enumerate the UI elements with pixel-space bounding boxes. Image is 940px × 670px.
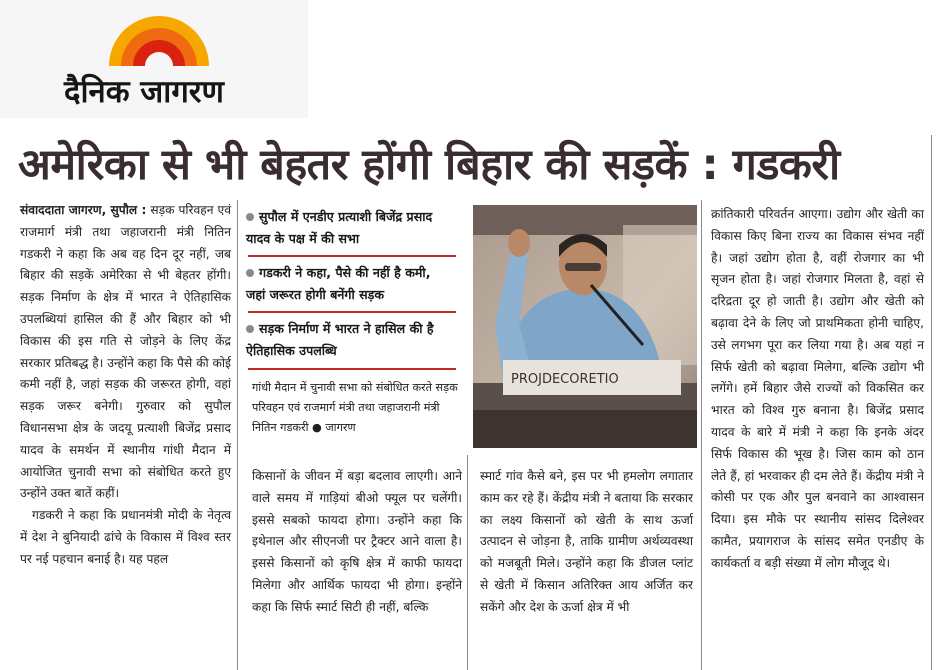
separator-line	[248, 311, 456, 313]
column-divider	[701, 200, 702, 670]
highlight-item: सड़क निर्माण में भारत ने हासिल की है ऐतिहासिक उपलब्धि	[246, 321, 434, 358]
speaker-photo-illustration	[473, 205, 697, 448]
article-paragraph: क्रांतिकारी परिवर्तन आएगा। उद्योग और खेती का विकास किए बिना राज्य का विकास संभव नहीं है। जहां उद्योग होता है, वहीं रोजगार का भी सृजन होता है। जहां रोजगार मिलता है, वहां से दरिद्रता दूर हो जाती है। उद्योग और खेती को बढ़ावा देने के लिए जो प्राथमिकता होनी चाहिए, उसे लगभग पूरा कर लिया गया है। अब यहां न सिर्फ खेती को बढ़ावा मिलेगा, बल्कि उद्योग भी लगेंगे। हमें बिहार जैसे राज्यों को विकसित कर भारत को विश्व गुरु बनाना है। बिजेंद्र प्रसाद यादव के बारे में मंत्री ने कहा कि इनके अंदर सिर्फ विकास की भूख है। जिस काम को ठान लेते हैं, हां भरवाकर ही दम लेते हैं। केंद्रीय मंत्री ने कोसी पर एक और पुल बनवाने का आश्वासन दिया। इस मौके पर स्थानीय सांसद दिलेश्वर कामैत, प्रयागराज के सांसद समेत एनडीए के कार्यकर्ता व बड़ी संख्या में लोग मौजूद थे।	[711, 207, 924, 570]
paragraph-text: सड़क परिवहन एवं राजमार्ग मंत्री तथा जहाजरानी मंत्री नितिन गडकरी ने कहा कि अब वह दिन दूर नहीं, जब बिहार की सड़कें अमेरिका से भी बेहतर होंगी। सड़क निर्माण के क्षेत्र में भारत ने ऐतिहासिक उपलब्धियां हासिल की हैं और बिहार को भी विकास की इस गति से जोड़ने के लिए केंद्र सरकार प्रतिबद्ध है। उन्होंने कहा कि पैसे की कोई कमी नहीं है, जहां सड़क की जरूरत होगी, वहां सड़क जरूर बनेगी। गुरुवार को सुपौल विधानसभा क्षेत्र के जदयू प्रत्याशी बिजेंद्र प्रसाद यादव के समर्थन में स्थानीय गांधी मैदान में आयोजित चुनावी सभा को संबोधित करते हुए उन्होंने उक्त बातें कहीं।	[20, 203, 232, 501]
article-paragraph: स्मार्ट गांव कैसे बने, इस पर भी हमलोग लगातार काम कर रहे हैं। केंद्रीय मंत्री ने बताया कि सरकार का लक्ष्य किसानों को खेती के साथ ऊर्जा उत्पादन से जोड़ना है, ताकि ग्रामीण अर्थव्यवस्था को मजबूती मिले। उन्होंने कहा कि डीजल प्लांट से खेती में किसान अतिरिक्त आय अर्जित कर सकेंगे और देश के ऊर्जा क्षेत्र में भी	[480, 469, 693, 614]
masthead	[0, 0, 308, 118]
separator-line	[248, 368, 456, 370]
article-column-3	[480, 466, 693, 619]
podium-banner-text: PROJDECORETIO	[511, 372, 619, 387]
separator-line	[248, 255, 456, 257]
article-column-4	[711, 204, 924, 575]
highlight-item: गडकरी ने कहा, पैसे की नहीं है कमी, जहां जरूरत होगी बनेंगी सड़क	[246, 265, 431, 302]
bullet-icon	[246, 269, 254, 277]
bullet-icon	[246, 325, 254, 333]
page-border	[931, 135, 932, 670]
news-photo	[473, 205, 697, 448]
highlights-box	[246, 200, 456, 372]
photo-caption: गांधी मैदान में चुनावी सभा को संबोधित करते सड़क परिवहन एवं राजमार्ग मंत्री तथा जहाजरानी मंत्री नितिन गडकरी ● जागरण	[252, 381, 458, 434]
article-paragraph: किसानों के जीवन में बड़ा बदलाव लाएगी। आने वाले समय में गाड़ियां बीओ फ्यूल पर चलेंगी। इससे सबको फायदा होगा। उन्होंने कहा कि इथेनाल और सीएनजी पर ट्रैक्टर आने वाला है। इससे किसानों को कृषि क्षेत्र में काफी फायदा मिलेगा और आर्थिक फायदा भी होगा। इन्होंने कहा कि सिर्फ स्मार्ट सिटी ही नहीं, बल्कि	[252, 469, 462, 614]
highlight-item: सुपौल में एनडीए प्रत्याशी बिजेंद्र प्रसाद यादव के पक्ष में की सभा	[246, 209, 433, 246]
article-column-1	[20, 200, 231, 571]
article-paragraph	[20, 200, 231, 505]
sun-logo-icon	[104, 8, 214, 70]
column-divider	[467, 455, 468, 670]
page-title: अमेरिका से भी बेहतर होंगी बिहार की सड़कें : गडकरी	[18, 140, 840, 190]
newspaper-logo-text: दैनिक जागरण	[64, 74, 224, 110]
article-paragraph: गडकरी ने कहा कि प्रधानमंत्री मोदी के नेतृत्व में देश ने बुनियादी ढांचे के विकास में विश्व स्तर पर नई पहचान बनाई है। यह पहल	[20, 508, 231, 566]
article-column-2	[252, 466, 462, 619]
byline: संवाददाता जागरण, सुपौल :	[20, 203, 147, 217]
column-divider	[237, 200, 238, 670]
bullet-icon	[246, 213, 254, 221]
